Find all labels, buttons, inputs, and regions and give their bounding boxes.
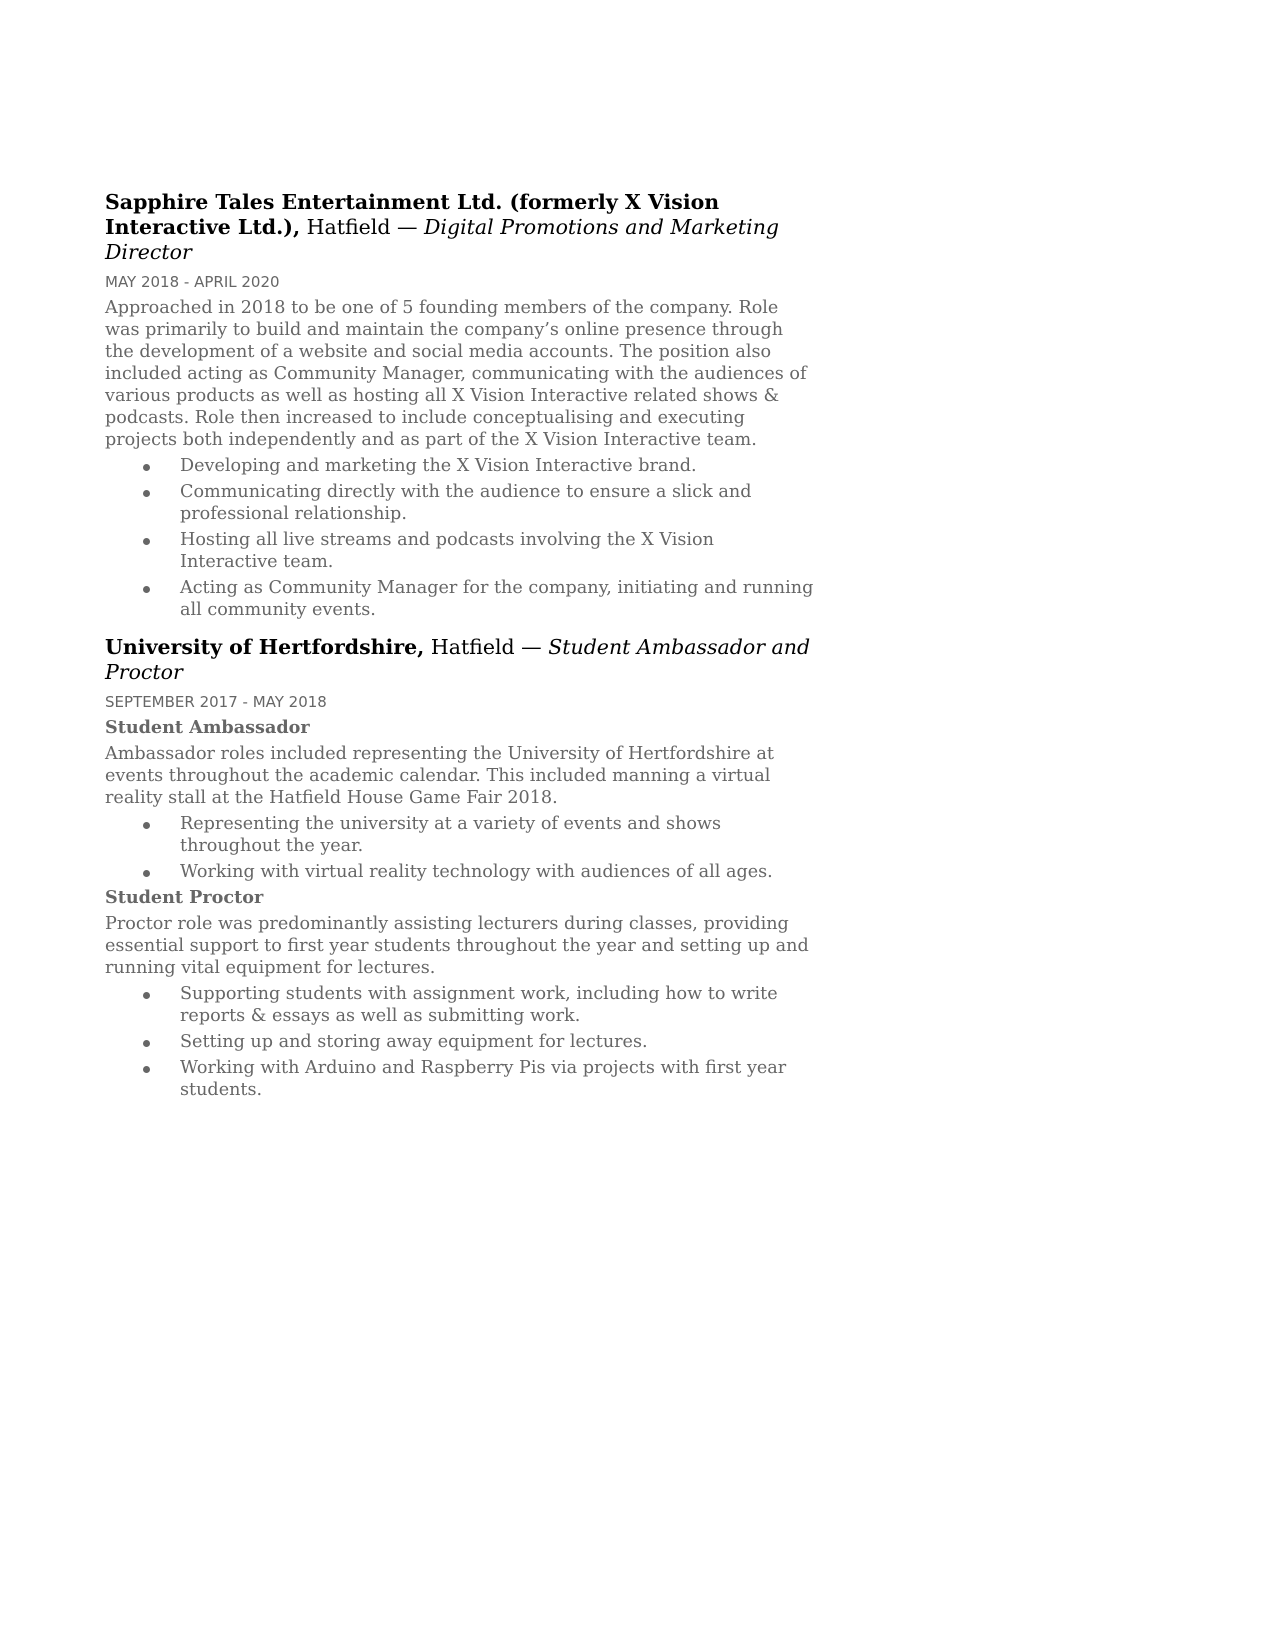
- responsibility-list: [105, 983, 815, 1101]
- job-title: Student Ambassador and Proctor: [105, 635, 811, 684]
- resume-page: [105, 190, 815, 1105]
- responsibility-list: [105, 813, 815, 883]
- employment-dates: MAY 2018 - APRIL 2020: [105, 273, 280, 291]
- role-description: Ambassador roles included representing the University of Hertfordshire at events throughout the academic calendar. This included manning a virtual reality stall at the Hatfield House Game Fair 2018.: [105, 744, 774, 808]
- entry-heading: [105, 190, 815, 265]
- subsection-title: Student Ambassador: [105, 717, 310, 738]
- subsection-title: Student Proctor: [105, 887, 264, 908]
- experience-entry-sapphire-tales: [105, 190, 815, 621]
- entry-heading: [105, 635, 815, 685]
- list-item: [105, 1031, 815, 1053]
- bullet-icon: [143, 490, 150, 497]
- company-location: Hatfield —: [300, 215, 424, 239]
- list-item: [105, 983, 815, 1027]
- bullet-icon: [143, 1040, 150, 1047]
- company-name: Sapphire Tales Entertainment Ltd. (formerly X Vision Interactive Ltd.),: [105, 190, 720, 239]
- list-item: [105, 481, 815, 525]
- list-item-text: Working with virtual reality technology with audiences of all ages.: [180, 862, 773, 882]
- company-location: Hatfield —: [424, 635, 549, 659]
- list-item: [105, 455, 815, 477]
- list-item: [105, 529, 815, 573]
- role-description: Proctor role was predominantly assisting lecturers during classes, providing essential support to first year students throughout the year and setting up and running vital equipment for lectures.: [105, 914, 809, 978]
- list-item-text: Working with Arduino and Raspberry Pis via projects with first year students.: [180, 1058, 787, 1100]
- list-item-text: Representing the university at a variety of events and shows throughout the year.: [180, 814, 722, 856]
- bullet-icon: [143, 464, 150, 471]
- role-description: Approached in 2018 to be one of 5 founding members of the company. Role was primarily to build and maintain the company’s online presence through the development of a website and social media accounts. The position also included acting as Community Manager, communicating with the audiences of various products as well as hosting all X Vision Interactive related shows & podcasts. Role then increased to include conceptualising and executing projects both independently and as part of the X Vision Interactive team.: [105, 298, 807, 450]
- list-item-text: Acting as Community Manager for the company, initiating and running all community events.: [180, 578, 814, 620]
- bullet-icon: [143, 538, 150, 545]
- employment-dates: SEPTEMBER 2017 - MAY 2018: [105, 693, 327, 711]
- list-item: [105, 813, 815, 857]
- list-item-text: Supporting students with assignment work, including how to write reports & essays as well as submitting work.: [180, 984, 778, 1026]
- job-title: Digital Promotions and Marketing Director: [105, 215, 780, 264]
- experience-entry-university: [105, 635, 815, 1101]
- list-item: [105, 577, 815, 621]
- bullet-icon: [143, 992, 150, 999]
- bullet-icon: [143, 822, 150, 829]
- list-item: [105, 861, 815, 883]
- list-item-text: Communicating directly with the audience to ensure a slick and professional relationship.: [180, 482, 752, 524]
- bullet-icon: [143, 1066, 150, 1073]
- list-item-text: Setting up and storing away equipment for lectures.: [180, 1032, 648, 1052]
- list-item-text: Developing and marketing the X Vision Interactive brand.: [180, 456, 697, 476]
- bullet-icon: [143, 870, 150, 877]
- bullet-icon: [143, 586, 150, 593]
- responsibility-list: [105, 455, 815, 621]
- list-item: [105, 1057, 815, 1101]
- company-name: University of Hertfordshire,: [105, 635, 425, 659]
- list-item-text: Hosting all live streams and podcasts involving the X Vision Interactive team.: [180, 530, 714, 572]
